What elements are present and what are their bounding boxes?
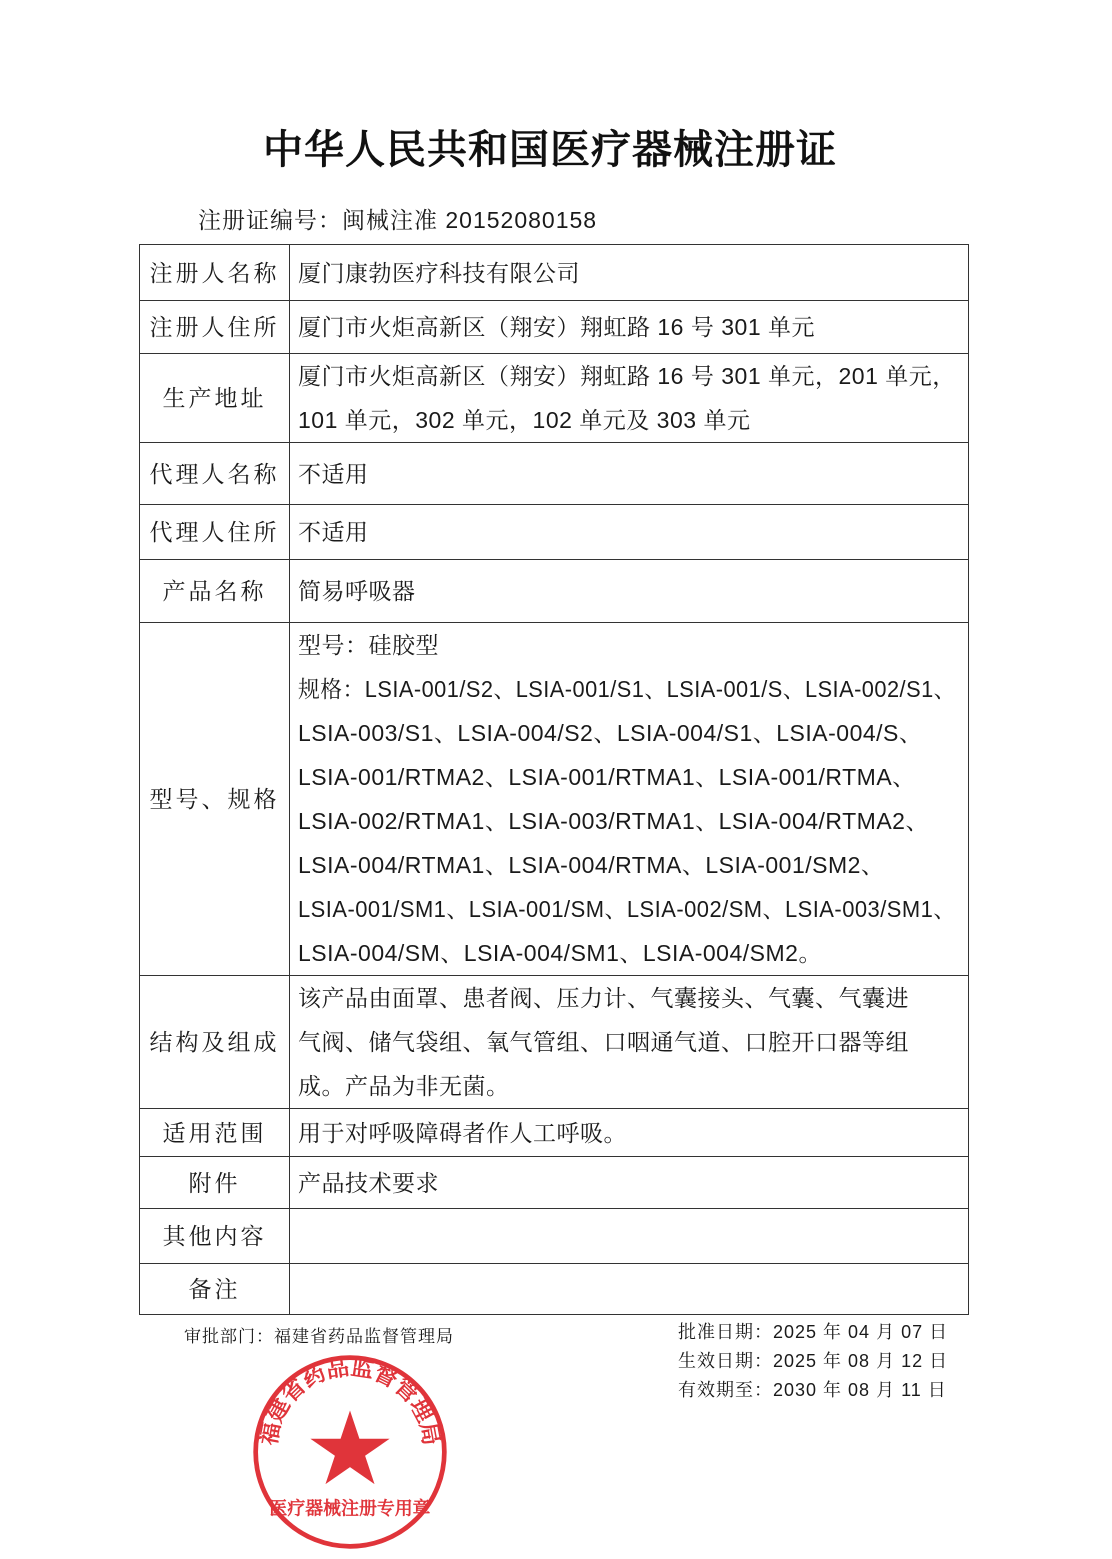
row-label: 型号、规格 <box>140 623 290 976</box>
value-line: LSIA-001/RTMA2、LSIA-001/RTMA1、LSIA-001/RTMA、 <box>298 764 916 790</box>
table-row <box>140 245 969 301</box>
value-line: 厦门市火炬高新区（翔安）翔虹路 16 号 301 单元 <box>298 314 816 340</box>
value-line: 101 单元，302 单元，102 单元及 303 单元 <box>298 407 751 433</box>
row-value <box>290 1157 969 1209</box>
table-row <box>140 976 969 1109</box>
value-lines <box>298 1111 960 1155</box>
value-line: 厦门康勃医疗科技有限公司 <box>298 259 580 286</box>
dates-block <box>678 1318 948 1405</box>
effective-date: 生效日期：2025 年 08 月 12 日 <box>678 1351 949 1371</box>
value-line: 型号：硅胶型 <box>298 632 439 658</box>
table-row <box>140 354 969 443</box>
table-row <box>140 301 969 354</box>
value-lines <box>298 569 960 613</box>
table-row <box>140 560 969 623</box>
seal-outer-text: 福建省药品监督管理局 <box>255 1354 445 1448</box>
row-value <box>290 1109 969 1157</box>
value-lines <box>298 1161 960 1205</box>
table-row <box>140 443 969 505</box>
value-line: 气阀、储气袋组、氧气管组、口咽通气道、口腔开口器等组 <box>298 1029 909 1055</box>
value-lines <box>298 1267 960 1311</box>
row-value <box>290 1264 969 1315</box>
table-row <box>140 505 969 560</box>
value-lines <box>298 251 960 295</box>
value-line: 用于对呼吸障碍者作人工呼吸。 <box>298 1119 627 1146</box>
table-row <box>140 1264 969 1315</box>
row-value <box>290 1209 969 1264</box>
value-lines <box>298 976 960 1108</box>
approval-department: 审批部门：福建省药品监督管理局 <box>184 1327 454 1346</box>
certificate-table <box>139 244 969 1315</box>
table-row <box>140 623 969 976</box>
row-label: 其他内容 <box>140 1209 290 1264</box>
value-line: 规格：LSIA-001/S2、LSIA-001/S1、LSIA-001/S、LSIA-002/S1、 <box>298 676 956 702</box>
table-row <box>140 1157 969 1209</box>
star-icon <box>310 1410 389 1484</box>
value-line: LSIA-002/RTMA1、LSIA-003/RTMA1、LSIA-004/RTMA2、 <box>298 808 929 834</box>
value-lines <box>298 452 960 496</box>
row-label: 备注 <box>140 1264 290 1315</box>
value-lines <box>298 1214 960 1258</box>
value-line: LSIA-004/SM、LSIA-004/SM1、LSIA-004/SM2。 <box>298 940 822 966</box>
value-lines <box>298 623 960 975</box>
table-row <box>140 1109 969 1157</box>
value-lines <box>298 354 960 442</box>
row-label: 注册人名称 <box>140 245 290 301</box>
value-line: LSIA-004/RTMA1、LSIA-004/RTMA、LSIA-001/SM2、 <box>298 852 885 878</box>
registration-number: 注册证编号：闽械注准 20152080158 <box>198 207 598 233</box>
value-line: 简易呼吸器 <box>298 578 416 604</box>
row-label: 适用范围 <box>140 1109 290 1157</box>
certificate-title: 中华人民共和国医疗器械注册证 <box>263 126 837 173</box>
value-line: 成。产品为非无菌。 <box>298 1073 510 1099</box>
value-line: 厦门市火炬高新区（翔安）翔虹路 16 号 301 单元，201 单元， <box>298 363 956 389</box>
row-value <box>290 976 969 1109</box>
value-lines <box>298 510 960 554</box>
value-line: LSIA-003/S1、LSIA-004/S2、LSIA-004/S1、LSIA-004/S、 <box>298 720 923 746</box>
row-value <box>290 623 969 976</box>
value-line: 不适用 <box>298 460 369 487</box>
row-label: 代理人住所 <box>140 505 290 560</box>
approval-date: 批准日期：2025 年 04 月 07 日 <box>678 1322 949 1342</box>
row-value <box>290 245 969 301</box>
row-value <box>290 354 969 443</box>
row-label: 产品名称 <box>140 560 290 623</box>
row-label: 附件 <box>140 1157 290 1209</box>
row-value <box>290 560 969 623</box>
row-label: 注册人住所 <box>140 301 290 354</box>
official-seal <box>250 1352 450 1552</box>
seal-inner-text: 医疗器械注册专用章 <box>269 1498 431 1520</box>
value-line: 该产品由面罩、患者阀、压力计、气囊接头、气囊、气囊进 <box>298 985 909 1011</box>
row-value <box>290 443 969 505</box>
value-line: 产品技术要求 <box>298 1169 439 1196</box>
row-value <box>290 301 969 354</box>
row-value <box>290 505 969 560</box>
table-row <box>140 1209 969 1264</box>
value-line: 不适用 <box>298 519 369 545</box>
row-label: 代理人名称 <box>140 443 290 505</box>
value-line: LSIA-001/SM1、LSIA-001/SM、LSIA-002/SM、LSIA-003/SM1、 <box>298 896 956 922</box>
row-label: 结构及组成 <box>140 976 290 1109</box>
row-label: 生产地址 <box>140 354 290 443</box>
value-lines <box>298 305 960 349</box>
valid-until-date: 有效期至：2030 年 08 月 11 日 <box>678 1380 947 1400</box>
